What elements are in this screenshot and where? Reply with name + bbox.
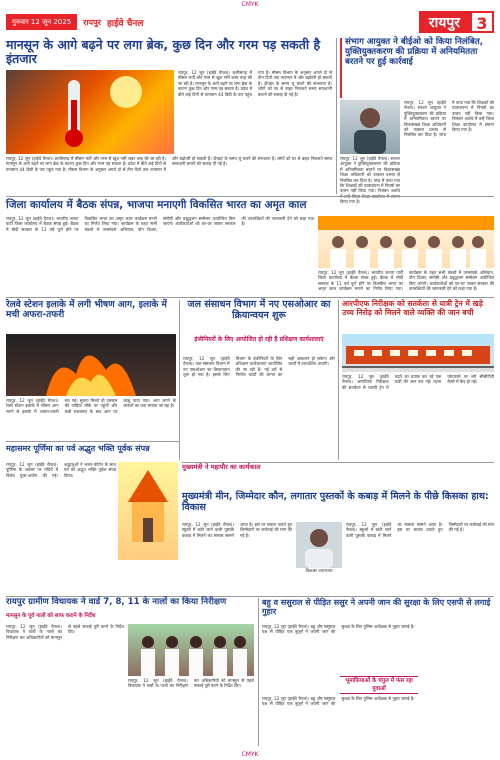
masthead-city-small: रायपुर — [83, 17, 101, 27]
bjp-meeting-photo — [318, 216, 494, 268]
page-masthead — [6, 10, 494, 34]
divider — [338, 300, 339, 460]
story10-body-cont: रायपुर, 12 जून (हाईवे चैनल)। बहू और ससुराल पक्ष से पीड़ित एक बुजुर्ग ने अपनी जान की सुरक्षा के लिए पुलिस अधीक्षक से गुहार लगाई है। — [262, 696, 415, 707]
story2-headline: संभाग आयुक्त ने बीईओ को किया निलंबित, युक्तियुक्तकरण की प्रक्रिया में अनियमितता बरतने पर हुई कार्रवाई — [345, 37, 484, 67]
temple-icon — [118, 462, 178, 560]
story2-body: रायपुर, 12 जून (हाईवे चैनल)। संभाग आयुक्त ने युक्तियुक्तकरण की प्रक्रिया में अनियमितता बरतने पर विकासखंड शिक्षा अधिकारी को तत्काल प्रभाव से निलंबित कर दिया है। जांच में पाया गया कि शिक्षकों की पदस्थापना में नियमों का पालन नहीं किया गया। निलंबन अवधि में उन्हें जिला शिक्षा कार्यालय में संलग्न किया गया है। — [404, 100, 494, 138]
people-group-icon — [128, 624, 254, 676]
masthead-city: रायपुर — [428, 14, 460, 31]
story1-headline: मानसून के आगे बढ़ने पर लगा ब्रेक, कुछ दिन और गरम पड़ सकती है इंतजार — [6, 37, 321, 67]
fire-photo — [6, 334, 176, 396]
story6-headline: आरपीएफ निरीक्षक को सतर्कता से यात्री ट्रेन में खड़े उच्च निरोड़ को मिलने वाले व्यक्ति की जान बची — [342, 299, 483, 317]
story8-headline: मुख्यमंत्री मीन, जिम्मेदार कौन, लगातार पुस्तकों के कबाड़ में मिलने के पीछे किसका हाथ: विकास — [182, 491, 489, 513]
story2-headline-box — [340, 38, 494, 98]
cmyk-top-marker: CMYK — [241, 1, 259, 8]
story7-headline-box — [6, 444, 179, 460]
story8-label: मुख्यमंत्री ने महापौर का कार्यकाल — [182, 463, 261, 471]
story3-headline-box — [6, 199, 494, 215]
divider — [6, 441, 179, 442]
story1-body: रायपुर, 12 जून (हाईवे चैनल)। छत्तीसगढ़ में मौसम भर्ती और गरम से खुश गर्मी जबर तरह की जा रही है। मानसून के आगे बढ़ने पर लगा ब्रेक के कारण कुछ दिन और गरम पड़ सकता है। प्रदेश में बीते कई दिनों से तापमान 44 डिग्री के पार पहुंच गया है। मौसम विभाग के अनुसार अगले दो से तीन दिनों तक तापमान में और बढ़ोतरी हो सकती है। दोपहर के समय लू चलने की संभावना है। लोगों को घर से बाहर निकलते समय सावधानी बरतने की सलाह दी गई है। — [178, 70, 332, 97]
story3-body-cont: रायपुर, 12 जून (हाईवे चैनल)। भारतीय जनता पार्टी जिला कार्यालय में बैठक संपन्न हुई। बैठक में मोदी सरकार के 11 वर्ष पूर्ण होने पर विकसित भारत का अमृत काल कार्यक्रम मनाने का निर्णय लिया गया। कार्यक्रम के तहत सभी मंडलों में जनसंपर्क अभियान, योग दिवस, संगोष्ठी और प्रबुद्धजन सम्मेलन आयोजित किए जाएंगे। कार्यकर्ताओं को घर-घर जाकर सरकार की उपलब्धियों की जानकारी देने को कहा गया है। — [318, 270, 494, 292]
politician-caption: विकास उपाध्याय — [305, 569, 333, 574]
story6-body: रायपुर, 12 जून (हाईवे चैनल)। आरपीएफ निरीक्षक की सतर्कता से चलती ट्रेन में चढ़ने का प्रयास कर रहे एक यात्री की जान बच गई। घटना प्लेटफार्म पर लगे सीसीटीवी कैमरे में कैद हो गई। — [342, 374, 494, 390]
story6-headline-box — [342, 300, 494, 332]
story1-headline-box — [6, 38, 332, 68]
story9-subhead: मानसून के पूर्व नालों को साफ कराने के निर्देश — [6, 613, 96, 619]
officer-photo — [340, 100, 400, 154]
sun-thermometer-icon — [6, 70, 174, 154]
puja-photo — [118, 462, 178, 560]
story9-body: रायपुर, 12 जून (हाईवे चैनल)। विधायक ने वार्डों के नालों का निरीक्षण कर अधिकारियों को मानसून से पहले सफाई पूरी करने के निर्देश दिए। — [6, 624, 124, 640]
story7-body: रायपुर, 12 जून (हाईवे चैनल)। पूर्णिमा के अवसर पर मंदिरों में विशेष पूजा-अर्चना की गई। श्रद्धालुओं ने भजन-कीर्तन के साथ पर्व को अद्भुत भक्ति पूर्वक संपन्न किया। — [6, 462, 116, 478]
story5-subhead: इंजीनियरों के लिए आयोजित हो रही है प्रशिक्षण कार्यशालाएं — [194, 336, 324, 343]
masthead-page-tag — [419, 11, 494, 33]
story5-headline-box — [183, 300, 335, 334]
politician-photo — [296, 522, 342, 568]
story4-headline: रेलवे स्टेशन इलाके में लगी भीषण आग, इलाके में मची अफरा-तफरी — [6, 300, 167, 321]
story8-body: रायपुर, 12 जून (हाईवे चैनल)। स्कूलों में बांटी जाने वाली पुस्तकें कबाड़ में मिलने का मामला सामने आया है। इस पर सवाल उठाते हुए जिम्मेदारों पर कार्रवाई की मांग की गई है। — [182, 522, 292, 538]
train-photo — [342, 334, 494, 372]
story4-body: रायपुर, 12 जून (हाईवे चैनल)। रेलवे स्टेशन इलाके में भीषण आग लगने से इलाके में अफरा-तफरी मच गई। सूचना मिलते ही दमकल की गाड़ियां मौके पर पहुंचीं और कड़ी मशक्कत के बाद आग पर काबू पाया गया। आग लगने के कारणों का पता लगाया जा रहा है। — [6, 398, 176, 414]
masthead-date-band — [6, 14, 77, 30]
person-icon — [340, 100, 400, 154]
page-number: 3 — [470, 11, 494, 33]
story3-headline: जिला कार्यालय में बैठक संपन्न, भाजपा मनाएगी विकसित भारत का अमृत काल — [6, 199, 307, 211]
person-icon — [296, 522, 342, 568]
story9-headline: रायपुर ग्रामीण विधायक ने वार्ड 7, 8, 11 के नालों का किया निरीक्षण — [6, 597, 227, 607]
story10-headline: बहु व ससुराल से पीड़ित ससुर ने अपनी जान की सुरक्षा के लिए एसपी से लगाई गुहार — [262, 598, 491, 617]
meeting-group-icon — [318, 216, 494, 268]
story8-label-box — [182, 464, 322, 490]
divider — [258, 598, 259, 746]
heat-thermometer-photo — [6, 70, 174, 154]
drain-inspection-photo — [128, 624, 254, 676]
story3-body: रायपुर, 12 जून (हाईवे चैनल)। भारतीय जनता पार्टी जिला कार्यालय में बैठक संपन्न हुई। बैठक में मोदी सरकार के 11 वर्ष पूर्ण होने पर विकसित भारत का अमृत काल कार्यक्रम मनाने का निर्णय लिया गया। कार्यक्रम के तहत सभी मंडलों में जनसंपर्क अभियान, योग दिवस, संगोष्ठी और प्रबुद्धजन सम्मेलन आयोजित किए जाएंगे। कार्यकर्ताओं को घर-घर जाकर सरकार की उपलब्धियों की जानकारी देने को कहा गया है। — [6, 216, 314, 232]
divider — [6, 297, 494, 298]
fire-icon — [6, 334, 176, 396]
masthead-date: गुरुवार 12 जून 2025 — [12, 17, 72, 26]
story2-body-cont: रायपुर, 12 जून (हाईवे चैनल)। संभाग आयुक्त ने युक्तियुक्तकरण की प्रक्रिया में अनियमितता बरतने पर विकासखंड शिक्षा अधिकारी को तत्काल प्रभाव से निलंबित कर दिया है। जांच में पाया गया कि शिक्षकों की पदस्थापना में नियमों का पालन नहीं किया गया। निलंबन अवधि किया गया है। — [340, 156, 400, 205]
divider — [179, 300, 180, 460]
divider — [6, 196, 494, 197]
story8-body-cont: रायपुर, 12 जून (हाईवे चैनल)। स्कूलों में बांटी जाने वाली पुस्तकें कबाड़ में मिलने का मामला सामने आया है। इस पर सवाल उठाते हुए जिम्मेदारों पर कार्रवाई की मांग की गई है। — [346, 522, 494, 538]
story8-headline-box — [182, 492, 494, 520]
story4-headline-box — [6, 300, 176, 332]
masthead-logo: हाईवे चैनल — [106, 18, 144, 29]
story7-headline: महासमर पूर्णिमा का पर्व अद्भुत भक्ति पूर्वक संपन्न — [6, 444, 150, 453]
train-icon — [342, 334, 494, 372]
story1-body-cont: रायपुर, 12 जून (हाईवे चैनल)। छत्तीसगढ़ में मौसम भर्ती और गरम से खुश गर्मी जबर तरह की जा रही है। मानसून के आगे बढ़ने पर लगा ब्रेक के कारण कुछ दिन और गरम पड़ सकता है। प्रदेश में बीते कई दिनों से तापमान 44 डिग्री के पार पहुंच गया है। मौसम विभाग के अनुसार अगले दो से तीन दिनों तक तापमान में और बढ़ोतरी हो सकती है। दोपहर के समय लू चलने की संभावना है। लोगों को घर से बाहर निकलते समय सावधानी बरतने की सलाह दी गई है। — [6, 156, 332, 172]
story9-body-cont: रायपुर, 12 जून (हाईवे चैनल)। विधायक ने वार्डों के नालों का निरीक्षण कर अधिकारियों को मानसून से पहले सफाई पूरी करने के निर्देश दिए। — [128, 678, 254, 689]
divider — [336, 38, 337, 194]
story10-subhead: भूमाफियाओं के चंगुल में फंस रहा युवाओं — [340, 676, 418, 694]
story5-headline: जल संसाधन विभाग में नए एसओआर का क्रियान्वयन शुरू — [187, 299, 331, 321]
story10-body: रायपुर, 12 जून (हाईवे चैनल)। बहू और ससुराल पक्ष से पीड़ित एक बुजुर्ग ने अपनी जान की सुरक्षा के लिए पुलिस अधीक्षक से गुहार लगाई है। — [262, 624, 415, 635]
cmyk-bottom-marker: CMYK — [241, 751, 259, 758]
story5-body: रायपुर, 12 जून (हाईवे चैनल)। जल संसाधन विभाग में नए एसओआर का क्रियान्वयन शुरू हो गया है। इसके लिए विभाग के इंजीनियरों के लिए प्रशिक्षण कार्यशालाएं आयोजित की जा रही हैं। नई दरों से निर्माण कार्यों की लागत का सही आकलन हो सकेगा और कार्यों में पारदर्शिता आएगी। — [183, 356, 335, 378]
story10-headline-box — [262, 598, 494, 622]
story9-headline-box — [6, 598, 254, 612]
